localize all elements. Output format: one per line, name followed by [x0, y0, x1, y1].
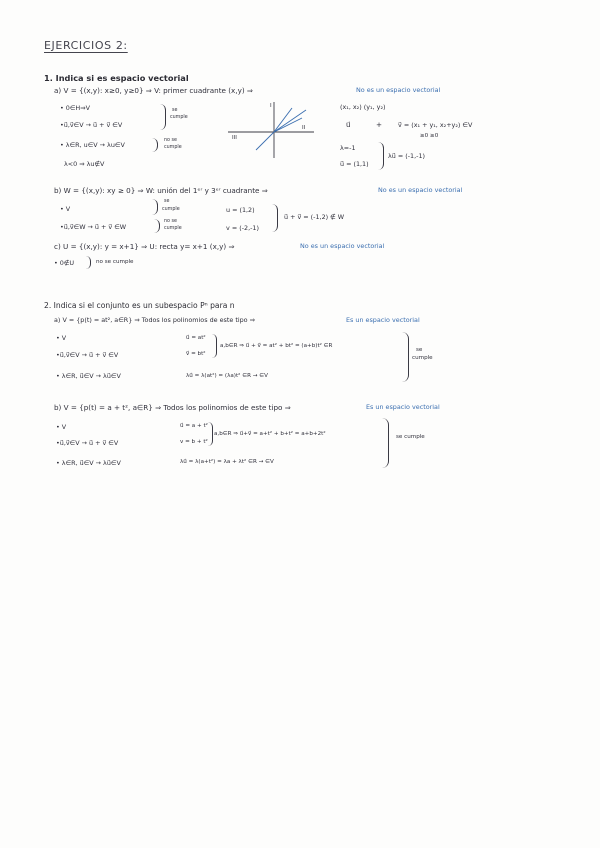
- ex1b-v: v = (-2,-1): [226, 224, 259, 232]
- ex1b-cond1: • V: [60, 205, 71, 213]
- ex1b-u: u = (1,2): [226, 206, 255, 214]
- ex1c-note: no se cumple: [96, 259, 134, 265]
- ex1c-result: No es un espacio vectorial: [300, 242, 385, 250]
- ex1b-brace2-bot: cumple: [164, 226, 182, 231]
- ex1a-r1: (x₁, x₂) (y₁, y₂): [340, 103, 386, 111]
- ex1a-result: No es un espacio vectorial: [356, 86, 441, 94]
- ex1a-r3: ≥0 ≥0: [420, 133, 439, 139]
- ex1a-brace1-bot: cumple: [170, 115, 188, 120]
- ex1b-brace1: [152, 199, 158, 215]
- page-title: EJERCICIOS 2:: [44, 39, 128, 52]
- ex2b-cond3: • λ∈R, u⃗∈V → λu⃗∈V: [56, 459, 121, 467]
- ex1c-cond1: • 0∉U: [54, 259, 75, 267]
- ex1a-cond4: λ<0 ⇒ λu∉V: [64, 160, 105, 168]
- ex1-heading: 1. Indica si es espacio vectorial: [44, 73, 189, 83]
- ex1b-line: b) W = {(x,y): xy ≥ 0} ⇒ W: unión del 1ᵉʳ y 3ᵉʳ cuadrante ⇒: [54, 186, 268, 195]
- ex1b-brace2-top: no se: [164, 219, 177, 224]
- ex2a-v-def: v⃗ = bt²: [186, 351, 206, 357]
- ex1a-brace3: [378, 142, 384, 170]
- ex2b-sum: a,b∈R ⇒ u⃗+v⃗ = a+t² + b+t² = a+b+2t²: [214, 431, 326, 437]
- ex1b-result: No es un espacio vectorial: [378, 186, 463, 194]
- ex2a-sum: a,b∈R ⇒ u⃗ + v⃗ = at² + bt² = (a+b)t² ∈R: [220, 343, 333, 349]
- ex1a-r4: λ=-1: [340, 144, 356, 152]
- ex2b-line: b) V = {p(t) = a + t², a∈R} ⇒ Todos los polinomios de este tipo ⇒: [54, 403, 291, 412]
- ex2a-result: Es un espacio vectorial: [346, 316, 420, 324]
- ex1b-brace1-bot: cumple: [162, 207, 180, 212]
- ex1a-r6: λu⃗ = (-1,-1): [388, 152, 426, 160]
- ex1a-r2-u: u⃗: [346, 120, 351, 129]
- ex2a-scal: λu⃗ = λ(at²) = (λa)t² ∈R → ∈V: [186, 373, 268, 379]
- ex1b-sum: u⃗ + v⃗ = (-1,2) ∉ W: [284, 213, 345, 221]
- ex1c-brace: [86, 256, 91, 269]
- ex2b-big-brace: [382, 418, 389, 468]
- ex1a-line: a) V = {(x,y): x≥0, y≥0} ⇒ V: primer cuadrante (x,y) ⇒: [54, 86, 253, 95]
- ex2a-inner-brace: [212, 334, 217, 358]
- ex2b-brace-note: se cumple: [396, 434, 425, 440]
- ex1a-r2-v: v⃗ = (x₁ + y₁, x₂+y₂) ∈V: [398, 121, 473, 129]
- ex1a-brace1-top: se: [172, 108, 178, 113]
- ex1a-r5: u⃗ = (1,1): [340, 160, 369, 168]
- ex2a-cond3: • λ∈R, u⃗∈V → λu⃗∈V: [56, 372, 121, 380]
- axis-label-II: II: [302, 125, 306, 131]
- ex2-heading: 2. Indica si el conjunto es un subespacio Pⁿ para n: [44, 301, 235, 310]
- ex2b-cond1: • V: [56, 423, 67, 431]
- ex2b-scal: λu⃗ = λ(a+t²) = λa + λt² ∈R → ∈V: [180, 459, 274, 465]
- ex2a-line: a) V = {p(t) = at², a∈R} ⇒ Todos los polinomios de este tipo ⇒: [54, 316, 255, 324]
- ex2b-cond2: •u⃗,v⃗∈V → u⃗ + v⃗ ∈V: [56, 439, 119, 447]
- ex2a-u-def: u⃗ = at²: [186, 335, 206, 341]
- ex2b-result: Es un espacio vectorial: [366, 403, 440, 411]
- ex1a-brace1: [160, 104, 166, 130]
- ex1b-cond2: •u⃗,v⃗∈W → u⃗ + v⃗ ∈W: [60, 223, 127, 231]
- ex1a-r2-plus: +: [376, 120, 383, 129]
- axis-label-I: I: [270, 103, 272, 109]
- ex1a-brace2-top: no se: [164, 138, 177, 143]
- ex2a-big-brace: [402, 332, 409, 382]
- ex1b-brace2: [154, 219, 160, 233]
- axis-label-III: III: [232, 135, 237, 141]
- ex1b-brace1-top: se: [164, 199, 170, 204]
- ex2a-brace-top: se: [416, 347, 423, 353]
- ex1a-cond1: • 0∈H⇒V: [60, 104, 90, 112]
- ex2a-brace-bot: cumple: [412, 355, 433, 361]
- ex1a-brace2: [152, 138, 158, 152]
- ex1a-cond3: • λ∈R, u∈V → λu∈V: [60, 141, 125, 149]
- ex2b-u-def: u⃗ = a + t²: [180, 423, 208, 429]
- ex2a-cond1: • V: [56, 334, 67, 342]
- ex1a-cond2: •u⃗,v⃗∈V → u⃗ + v⃗ ∈V: [60, 121, 123, 129]
- ex2b-inner-brace: [208, 422, 213, 446]
- ex2b-v-def: v = b + t²: [180, 439, 208, 445]
- ex2a-cond2: •u⃗,v⃗∈V → u⃗ + v⃗ ∈V: [56, 351, 119, 359]
- ex1c-line: c) U = {(x,y): y = x+1} ⇒ U: recta y= x+1 (x,y) ⇒: [54, 242, 235, 251]
- ex1a-brace2-bot: cumple: [164, 145, 182, 150]
- ex1b-brace3: [272, 204, 278, 232]
